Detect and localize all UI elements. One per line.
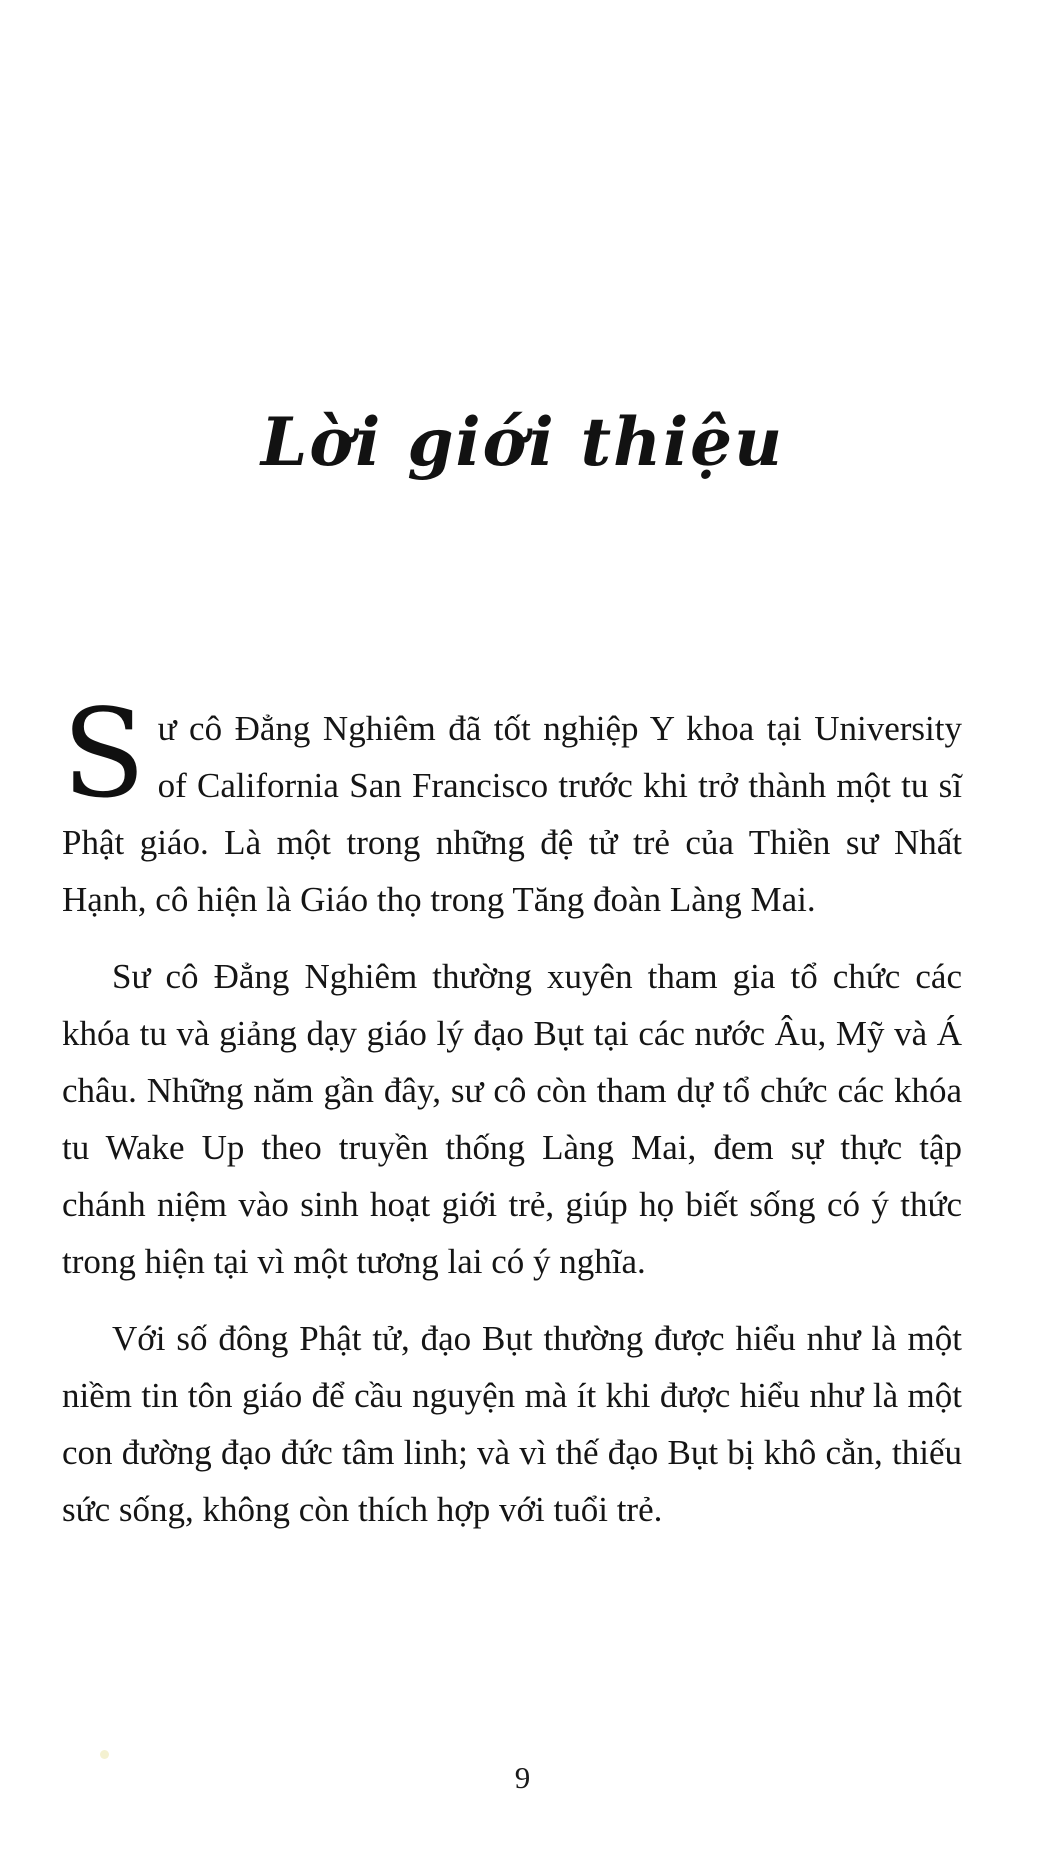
body-text — [62, 683, 962, 1538]
paragraph-intro-text: ư cô Đẳng Nghiêm đã tốt nghiệp Y khoa tại University of California San Francisco trước khi trở thành một tu sĩ Phật giáo. Là một trong những đệ tử trẻ của Thiền sư Nhất Hạnh, cô hiện là Giáo thọ trong Tăng đoàn Làng Mai. — [62, 709, 962, 919]
chapter-title: Lời giới thiệu — [260, 403, 785, 482]
scan-artifact-speck — [100, 1750, 109, 1759]
paragraph-activities: Sư cô Đẳng Nghiêm thường xuyên tham gia tổ chức các khóa tu và giảng dạy giáo lý đạo Bụt tại các nước Âu, Mỹ và Á châu. Những năm gần đây, sư cô còn tham dự tổ chức các khóa tu Wake Up theo truyền thống Làng Mai, đem sự thực tập chánh niệm vào sinh hoạt giới trẻ, giúp họ biết sống có ý thức trong hiện tại vì một tương lai có ý nghĩa. — [62, 957, 962, 1281]
paragraph-buddhism-view: Với số đông Phật tử, đạo Bụt thường được hiểu như là một niềm tin tôn giáo để cầu nguyện mà ít khi được hiểu như là một con đường đạo đức tâm linh; và vì thế đạo Bụt bị khô cằn, thiếu sức sống, không còn thích hợp với tuổi trẻ. — [62, 1319, 962, 1529]
paragraph-intro — [62, 683, 962, 928]
page-number: 9 — [514, 1760, 531, 1795]
drop-cap: S — [62, 683, 146, 825]
